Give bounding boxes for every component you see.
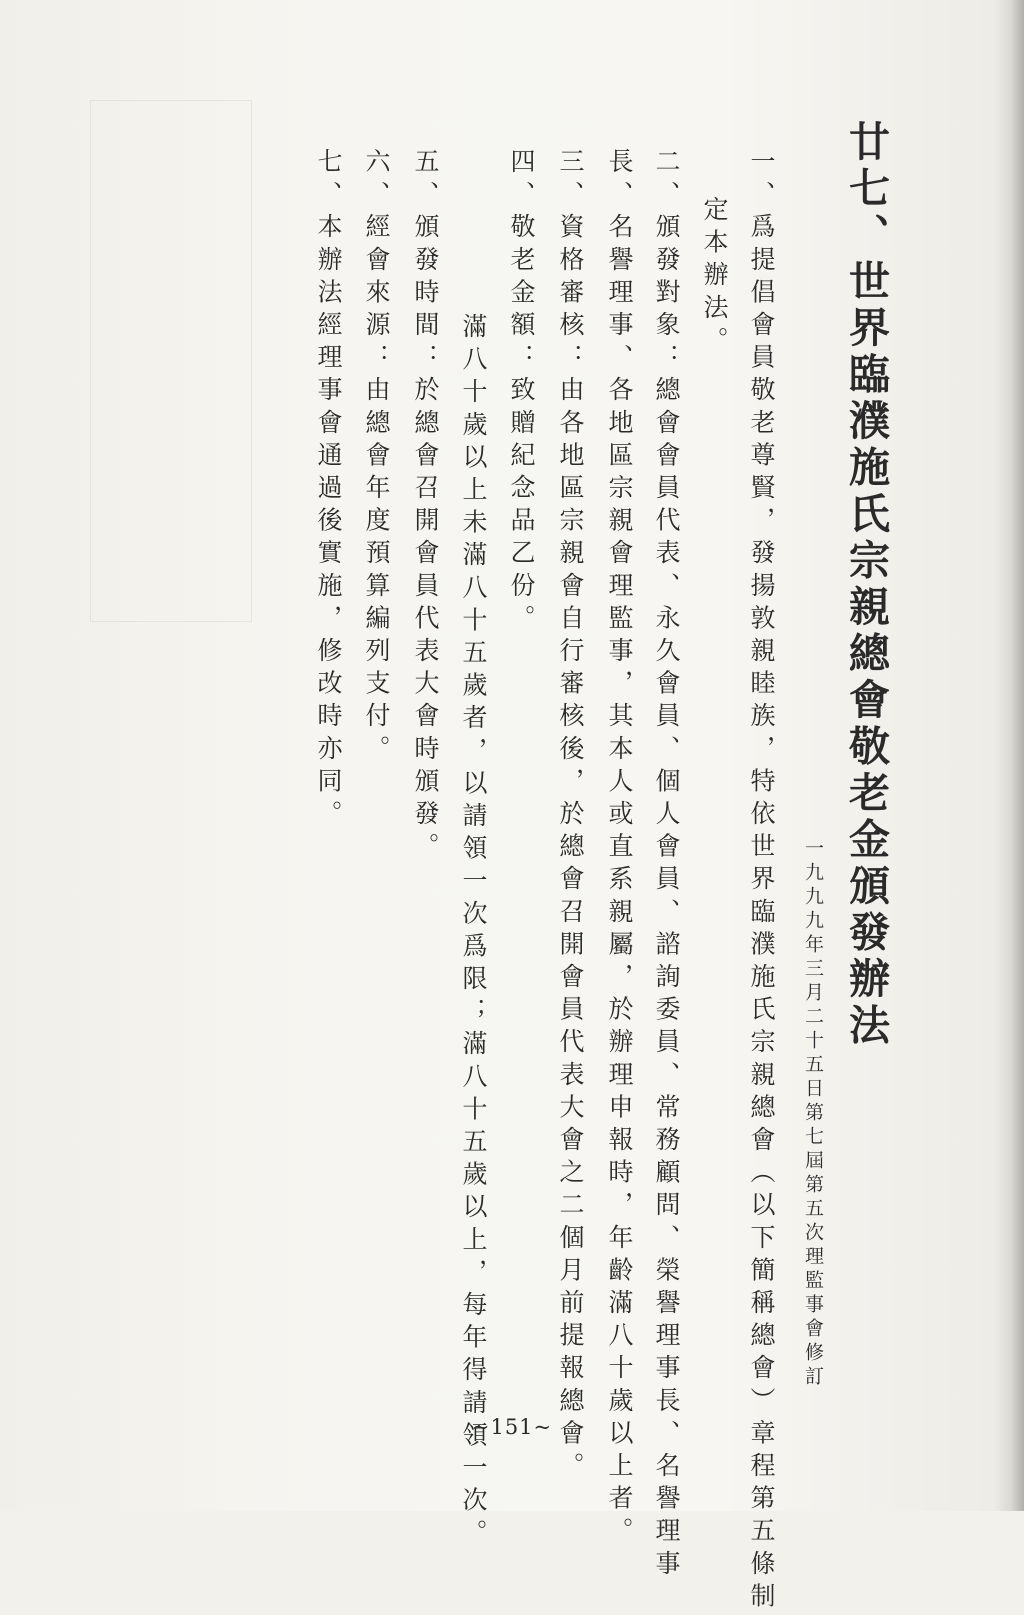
clause-1-continued: 定本辦法。 bbox=[700, 196, 729, 359]
document-title: 廿七、世界臨濮施氏宗親總會敬老金頒發辦法 bbox=[842, 120, 890, 1050]
clause-1: 一、爲提倡會員敬老尊賢，發揚敦親睦族，特依世界臨濮施氏宗親總會（以下簡稱總會）章程第五條制 bbox=[747, 148, 776, 1615]
page-number: ~151~ bbox=[471, 1415, 553, 1439]
clause-5: 五、頒發時間：於總會召開會員代表大會時頒發。 bbox=[411, 148, 440, 866]
document-subtitle: 一九九九年三月二十五日第七屆第五次理監事會修訂 bbox=[802, 838, 824, 1390]
binding-shadow bbox=[994, 0, 1024, 1511]
clause-3: 三、資格審核：由各地區宗親會自行審核後，於總會召開會員代表大會之二個月前提報總會。 bbox=[556, 148, 585, 1485]
clause-2: 二、頒發對象：總會會員代表、永久會員、個人會員、諮詢委員、常務顧問、榮譽理事長、名譽理事 bbox=[652, 148, 681, 1583]
bleed-through-shadow bbox=[90, 100, 252, 622]
clause-7: 七、本辦法經理事會通過後實施，修改時亦同。 bbox=[314, 148, 343, 833]
clause-2-continued: 長、名譽理事、各地區宗親會理監事，其本人或直系親屬，於辦理申報時，年齡滿八十歲以上者。 bbox=[605, 148, 634, 1550]
clause-4: 四、敬老金額：致贈紀念品乙份。 bbox=[507, 148, 536, 637]
clause-4-continued: 滿八十歲以上未滿八十五歲者，以請領一次爲限；滿八十五歲以上，每年得請領一次。 bbox=[459, 313, 488, 1552]
clause-6: 六、經會來源：由總會年度預算編列支付。 bbox=[362, 148, 391, 768]
